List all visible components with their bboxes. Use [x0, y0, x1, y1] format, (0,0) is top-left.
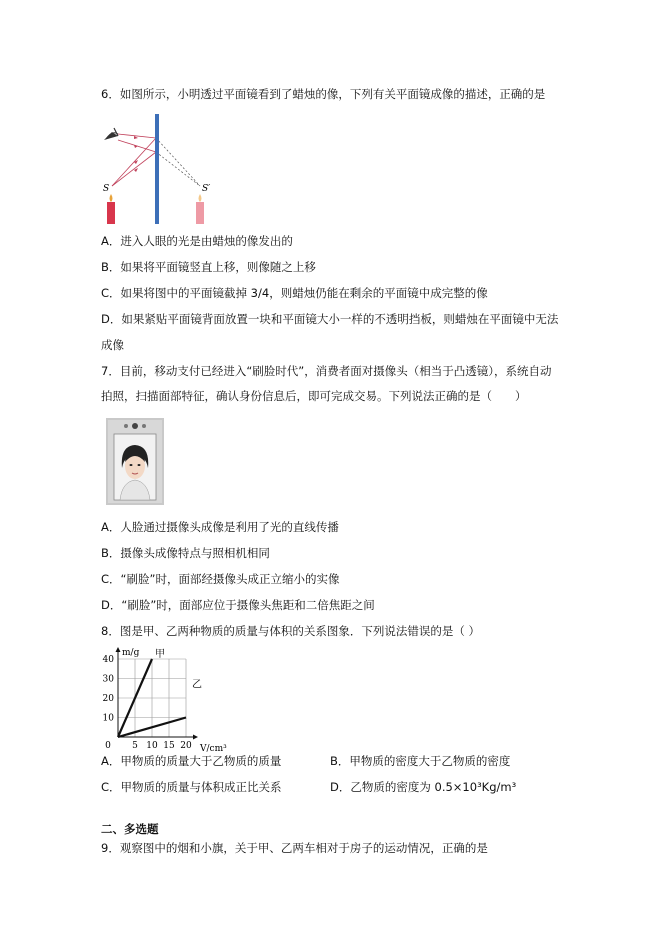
- mirror: [155, 114, 159, 224]
- y-tick-label: 20: [102, 694, 114, 704]
- candle-image-icon: [196, 194, 204, 224]
- mass-volume-chart: [96, 642, 246, 752]
- q8-option-b: B．甲物质的密度大于乙物质的密度: [330, 754, 511, 768]
- x-axis-arrow: [193, 735, 198, 740]
- x-tick-label: 10: [146, 741, 158, 751]
- x-tick-label: 20: [180, 741, 192, 751]
- q6-mirror-figure: [98, 114, 228, 226]
- y-axis-label: m/g: [122, 648, 140, 658]
- q6-stem: 6．如图所示，小明透过平面镜看到了蜡烛的像，下列有关平面镜成像的描述，正确的是: [101, 87, 546, 101]
- series-label-2: 乙: [192, 679, 202, 691]
- q7-stem-line2: 拍照，扫描面部特征，确认身份信息后，即可完成交易。下列说法正确的是（ ）: [101, 389, 527, 403]
- eye-icon: [104, 128, 118, 140]
- x-axis-label: V/cm³: [200, 744, 227, 752]
- q7-option-c: C．“刷脸”时，面部经摄像头成正立缩小的实像: [101, 572, 340, 586]
- q6-option-c: C．如果将图中的平面镜截掉 3/4，则蜡烛仍能在剩余的平面镜中成完整的像: [101, 286, 488, 300]
- x-tick-label: 15: [163, 741, 175, 751]
- q8-stem: 8．图是甲、乙两种物质的质量与体积的关系图象．下列说法错误的是（ ）: [101, 624, 480, 638]
- q7-option-a: A．人脸通过摄像头成像是利用了光的直线传播: [101, 520, 339, 534]
- y-tick-label: 40: [102, 655, 114, 665]
- y-tick-label: 30: [102, 674, 114, 685]
- q6-option-b: B．如果将平面镜竖直上移，则像随之上移: [101, 260, 316, 274]
- q7-option-b: B．摄像头成像特点与照相机相同: [101, 546, 270, 560]
- q8-option-a: A．甲物质的质量大于乙物质的质量: [101, 754, 282, 768]
- q7-option-d: D．“刷脸”时，面部应位于摄像头焦距和二倍焦距之间: [101, 598, 375, 612]
- q6-option-a: A．进入人眼的光是由蜡烛的像发出的: [101, 234, 293, 248]
- series-label-1: 甲: [155, 649, 165, 660]
- candle-icon: [107, 194, 115, 224]
- y-tick-label: 10: [102, 713, 114, 724]
- q7-stem-line1: 7．目前，移动支付已经进入“刷脸时代”，消费者面对摄像头（相当于凸透镜），系统自动: [101, 364, 552, 378]
- q6-option-d-cont: 成像: [101, 338, 124, 352]
- q6-option-d: D．如果紧贴平面镜背面放置一块和平面镜大小一样的不透明挡板，则蜡烛在平面镜中无法: [101, 312, 559, 326]
- face-scanner-photo: [106, 418, 164, 505]
- x-tick-label: 5: [132, 741, 138, 751]
- q8-option-d: D．乙物质的密度为 0.5×10³Kg/m³: [330, 780, 517, 794]
- q8-option-c: C．甲物质的质量与体积成正比关系: [101, 780, 282, 794]
- q9-stem: 9．观察图中的烟和小旗，关于甲、乙两车相对于房子的运动情况，正确的是: [101, 841, 488, 855]
- section-title: 二、多选题: [101, 822, 159, 836]
- camera-lens-icon: [132, 423, 138, 429]
- y-axis-arrow: [116, 647, 121, 652]
- x-tick-label: 0: [105, 741, 111, 751]
- label-s-prime: S′: [202, 184, 211, 194]
- label-s: S: [103, 184, 110, 194]
